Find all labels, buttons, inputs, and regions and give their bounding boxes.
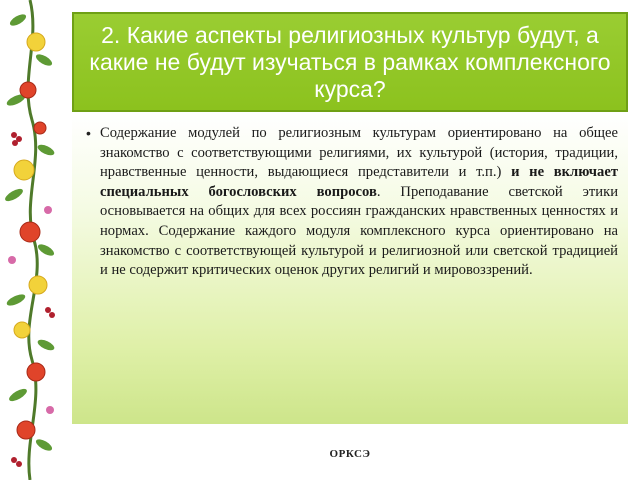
body-paragraph bbox=[100, 124, 618, 281]
body-text-part3: . Преподавание светской этики основывается на общих для всех россиян гражданских нравственных ценностях и нормах. Содержание каждого модуля комплексного курса ориентировано на знакомство с соответствующей культурой и религиозной или светской традицией и не содержит критических оценок других религий и мировоззрений. bbox=[100, 183, 619, 279]
slide-title: 2. Какие аспекты религиозных культур будут, а какие не будут изучаться в рамках комплексного курса? bbox=[89, 21, 611, 102]
slide-title-box bbox=[72, 12, 628, 112]
bullet-marker: • bbox=[86, 125, 91, 141]
slide-footer: ОРКСЭ bbox=[329, 448, 371, 460]
bullet-item bbox=[86, 124, 618, 281]
floral-border-icon bbox=[0, 0, 66, 480]
slide-content bbox=[72, 114, 628, 424]
floral-border bbox=[0, 0, 66, 480]
body-text-part1: Содержание модулей по религиозным культурам ориентировано на общее знакомство с соответствующими религиями, их культурой (история, традиции, нравственные ценности, выдающиеся представители и т.п.) bbox=[100, 125, 618, 181]
body-text-bold: и не включает специальных богословских вопросов bbox=[100, 164, 618, 200]
